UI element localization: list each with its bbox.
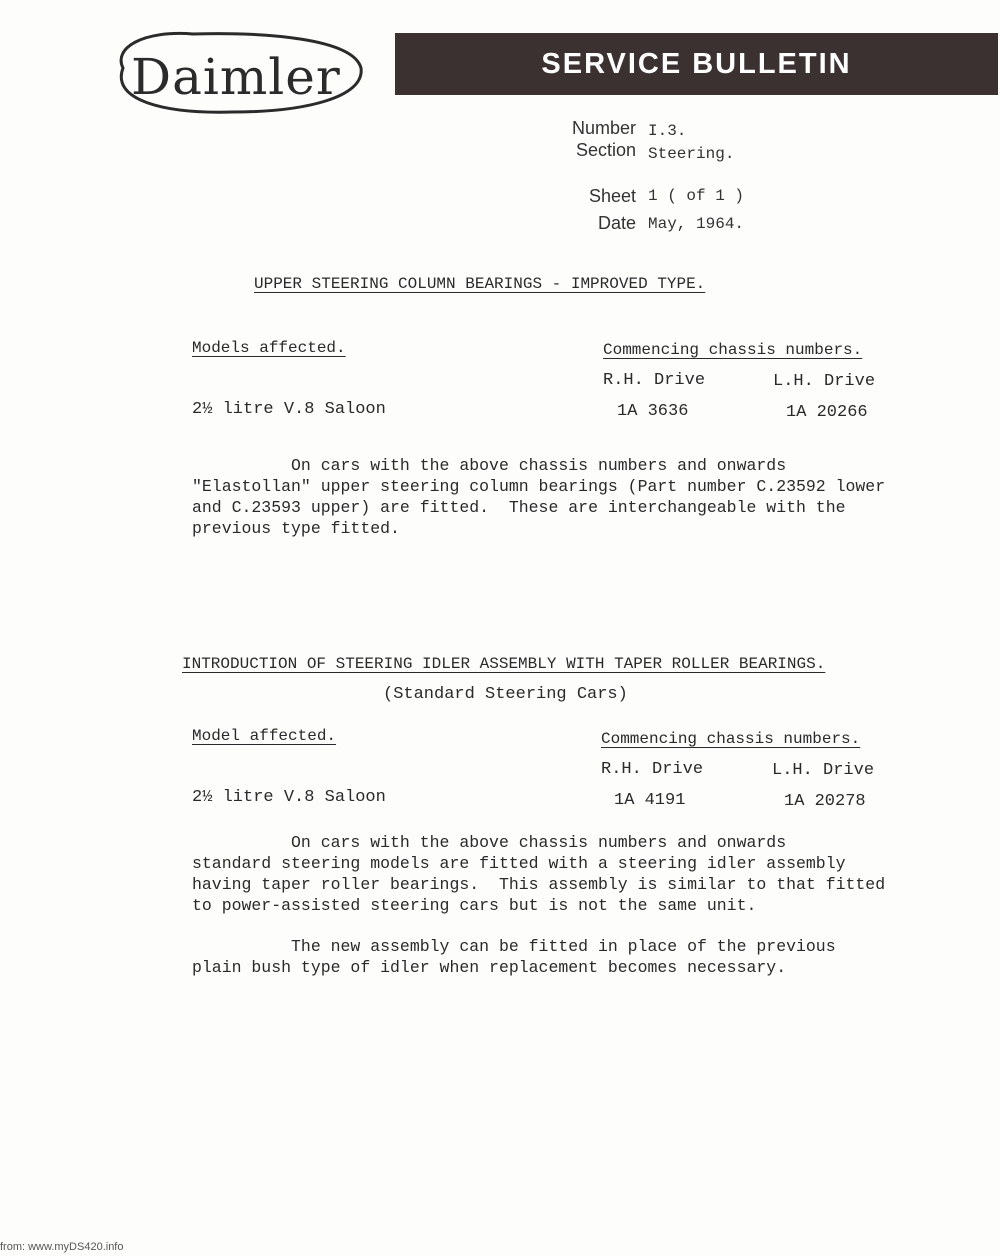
section1-lh-value: 1A 20266 [786,403,868,422]
section1-lh-label: L.H. Drive [773,372,876,391]
section1-rh-label: R.H. Drive [603,371,706,390]
section2-paragraph1: On cars with the above chassis numbers and onwards standard steering models are fitted with a steering idler assembly having taper roller bearings. This assembly is similar to that fitted to power-assisted steering cars but is not the same unit. [192,833,886,915]
section1-paragraph: On cars with the above chassis numbers and onwards "Elastollan" upper steering column bearings (Part number C.23592 lower and C.23593 upper) are fitted. These are interchangeable with the previous type fitted. [192,456,886,538]
logo-text: Daimler [131,48,341,106]
date-value: May, 1964. [648,215,745,233]
number-label: Number [571,118,636,138]
section2-paragraph2: The new assembly can be fitted in place of the previous plain bush type of idler when replacement becomes necessary. [192,937,836,977]
section2-chassis-label: Commencing chassis numbers. [601,730,861,748]
number-value: I.3. [648,122,687,140]
section1-chassis-label: Commencing chassis numbers. [603,341,863,359]
section2-lh-label: L.H. Drive [772,761,875,780]
section2-subtitle: (Standard Steering Cars) [383,685,628,704]
section2-model: 2½ litre V.8 Saloon [192,788,386,807]
sheet-label: Sheet [588,186,636,206]
date-label: Date [597,213,636,233]
service-bulletin-banner: SERVICE BULLETIN [395,33,998,95]
section1-title: UPPER STEERING COLUMN BEARINGS - IMPROVED TYPE. [254,275,706,293]
sheet-value: 1 ( of 1 ) [648,187,745,205]
section2-rh-label: R.H. Drive [601,760,704,779]
section2-title: INTRODUCTION OF STEERING IDLER ASSEMBLY WITH TAPER ROLLER BEARINGS. [182,655,826,673]
section2-models-label: Model affected. [192,727,337,745]
section-label: Section [575,140,636,160]
section-value: Steering. [648,145,735,163]
source-footer: from: www.myDS420.info [0,1241,124,1253]
section1-rh-value: 1A 3636 [617,402,689,421]
section1-model: 2½ litre V.8 Saloon [192,400,386,419]
section2-rh-value: 1A 4191 [614,791,686,810]
section1-models-label: Models affected. [192,339,346,357]
section2-lh-value: 1A 20278 [784,792,866,811]
daimler-logo [103,28,365,116]
